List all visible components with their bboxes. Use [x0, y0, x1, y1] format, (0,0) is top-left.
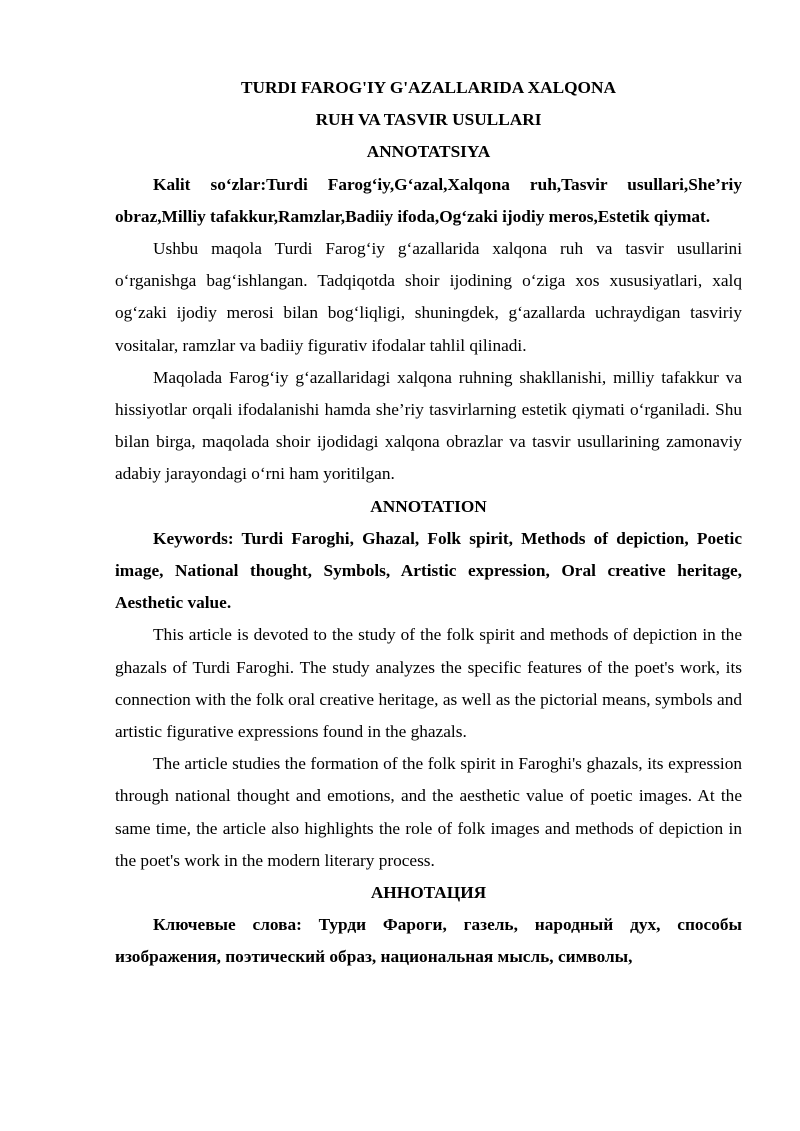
en-keywords: Keywords: Turdi Faroghi, Ghazal, Folk spirit, Methods of depiction, Poetic image, National thought, Symbols, Artistic expression, Oral creative heritage, Aesthetic value. — [115, 528, 742, 613]
en-annotation-heading: ANNOTATION — [370, 496, 487, 516]
uz-keywords: Kalit so‘zlar:Turdi Farog‘iy,G‘azal,Xalqona ruh,Tasvir usullari,She’riy obraz,Milliy tafakkur,Ramzlar,Badiiy ifoda,Og‘zaki ijodiy meros,Estetik qiymat. — [115, 174, 742, 226]
uz-annotation-heading: ANNOTATSIYA — [366, 142, 491, 162]
document-page — [115, 72, 742, 974]
uz-paragraph-1: Ushbu maqola Turdi Farog‘iy g‘azallarida xalqona ruh va tasvir usullarini o‘rganishga bag‘ishlangan. Tadqiqotda shoir ijodining o‘ziga xos xususiyatlari, xalq og‘zaki ijodiy merosi bilan bog‘liqligi, shuningdek, g‘azallarda uchraydigan tasviriy vositalar, ramzlar va badiiy figurativ ifodalar tahlil qilinadi. — [115, 239, 742, 355]
uz-paragraph-2: Maqolada Farog‘iy g‘azallaridagi xalqona ruhning shakllanishi, milliy tafakkur va hissiyotlar orqali ifodalanishi hamda she’riy tasvirlarning estetik qiymati o‘rganiladi. Shu bilan birga, maqolada shoir ijodidagi xalqona obrazlar va tasvir usullarining zamonaviy adabiy jarayondagi o‘rni ham yoritilgan. — [115, 367, 742, 484]
title-line-1: TURDI FAROG'IY G'AZALLARIDA XALQONA — [241, 78, 616, 97]
title-line-2: RUH VA TASVIR USULLARI — [315, 110, 542, 130]
en-paragraph-2: The article studies the formation of the folk spirit in Faroghi's ghazals, its expression through national thought and emotions, and the aesthetic value of poetic images. At the same time, the article also highlights the role of folk images and methods of depiction in the poet's work in the modern literary process. — [115, 754, 742, 870]
ru-keywords: Ключевые слова: Турди Фароги, газель, народный дух, способы изображения, поэтический образ, национальная мысль, символы, — [115, 915, 742, 967]
ru-annotation-heading: АННОТАЦИЯ — [370, 883, 487, 903]
en-paragraph-1: This article is devoted to the study of the folk spirit and methods of depiction in the ghazals of Turdi Faroghi. The study analyzes the specific features of the poet's work, its connection with the folk oral creative heritage, as well as the pictorial means, symbols and artistic figurative expressions found in the ghazals. — [115, 625, 742, 742]
